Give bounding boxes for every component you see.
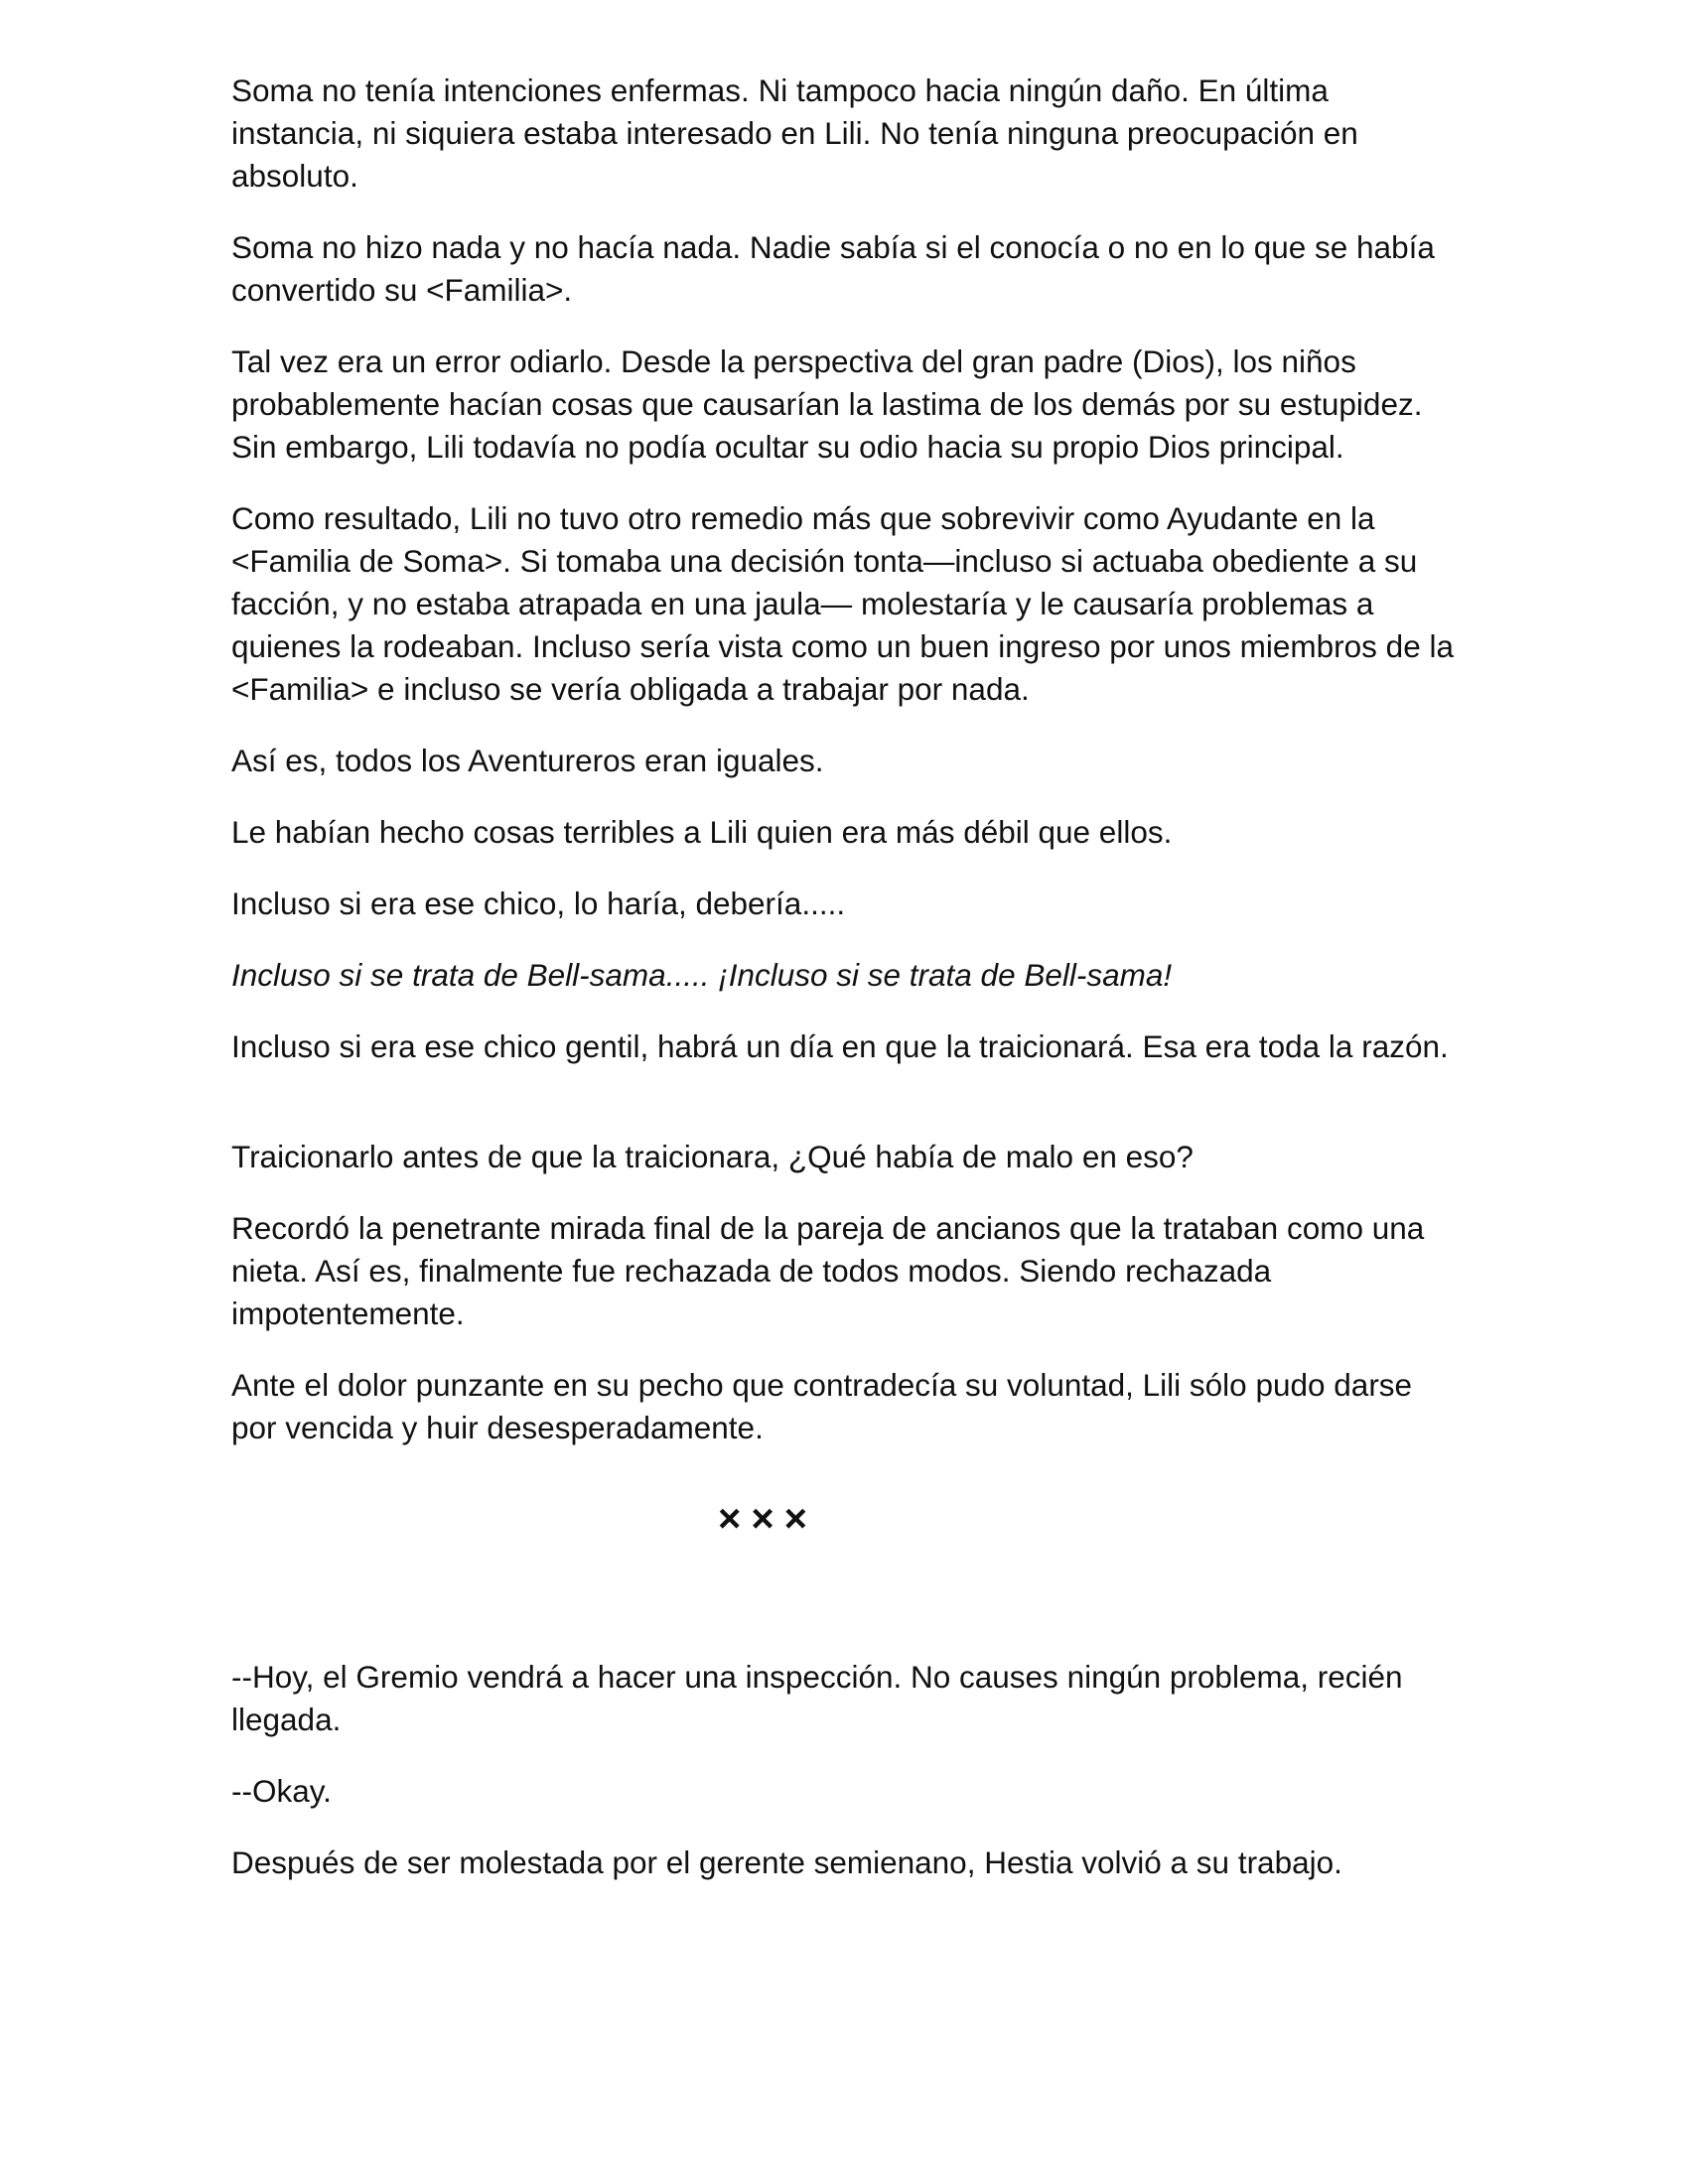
paragraph: --Okay. <box>231 1773 332 1809</box>
document-page <box>231 69 1463 1913</box>
paragraph: Traicionarlo antes de que la traicionara, ¿Qué había de malo en eso? <box>231 1139 1194 1174</box>
paragraph: Recordó la penetrante mirada final de la pareja de ancianos que la trataban como una nieta. Así es, finalmente fue rechazada de todos modos. Siendo rechazada impotentemente. <box>231 1210 1425 1331</box>
paragraph: Tal vez era un error odiarlo. Desde la perspectiva del gran padre (Dios), los niños probablemente hacían cosas que causarían la lastima de los demás por su estupidez. Sin embargo, Lili todavía no podía ocultar su odio hacia su propio Dios principal. <box>231 343 1423 465</box>
paragraph: Incluso si era ese chico gentil, habrá un día en que la traicionará. Esa era toda la razón. <box>231 1028 1449 1064</box>
paragraph: Así es, todos los Aventureros eran iguales. <box>231 743 824 778</box>
paragraph: Incluso si era ese chico, lo haría, debería..... <box>231 886 846 921</box>
paragraph: Soma no hizo nada y no hacía nada. Nadie sabía si el conocía o no en lo que se había convertido su <Familia>. <box>231 229 1435 308</box>
scene-break: ××× <box>717 1497 818 1541</box>
paragraph-italic: Incluso si se trata de Bell-sama..... ¡Incluso si se trata de Bell-sama! <box>231 957 1173 993</box>
paragraph: --Hoy, el Gremio vendrá a hacer una inspección. No causes ningún problema, recién llegada. <box>231 1659 1403 1737</box>
paragraph: Soma no tenía intenciones enfermas. Ni tampoco hacia ningún daño. En última instancia, ni siquiera estaba interesado en Lili. No tenía ninguna preocupación en absoluto. <box>231 72 1358 194</box>
paragraph: Como resultado, Lili no tuvo otro remedio más que sobrevivir como Ayudante en la <Familia de Soma>. Si tomaba una decisión tonta—incluso si actuaba obediente a su facción, y no estaba atrapada en una jaula— molestaría y le causaría problemas a quienes la rodeaban. Incluso sería vista como un buen ingreso por unos miembros de la <Familia> e incluso se vería obligada a trabajar por nada. <box>231 500 1454 707</box>
paragraph: Ante el dolor punzante en su pecho que contradecía su voluntad, Lili sólo pudo darse por vencida y huir desesperadamente. <box>231 1367 1413 1445</box>
paragraph: Le habían hecho cosas terribles a Lili quien era más débil que ellos. <box>231 814 1173 850</box>
paragraph: Después de ser molestada por el gerente semienano, Hestia volvió a su trabajo. <box>231 1844 1342 1880</box>
